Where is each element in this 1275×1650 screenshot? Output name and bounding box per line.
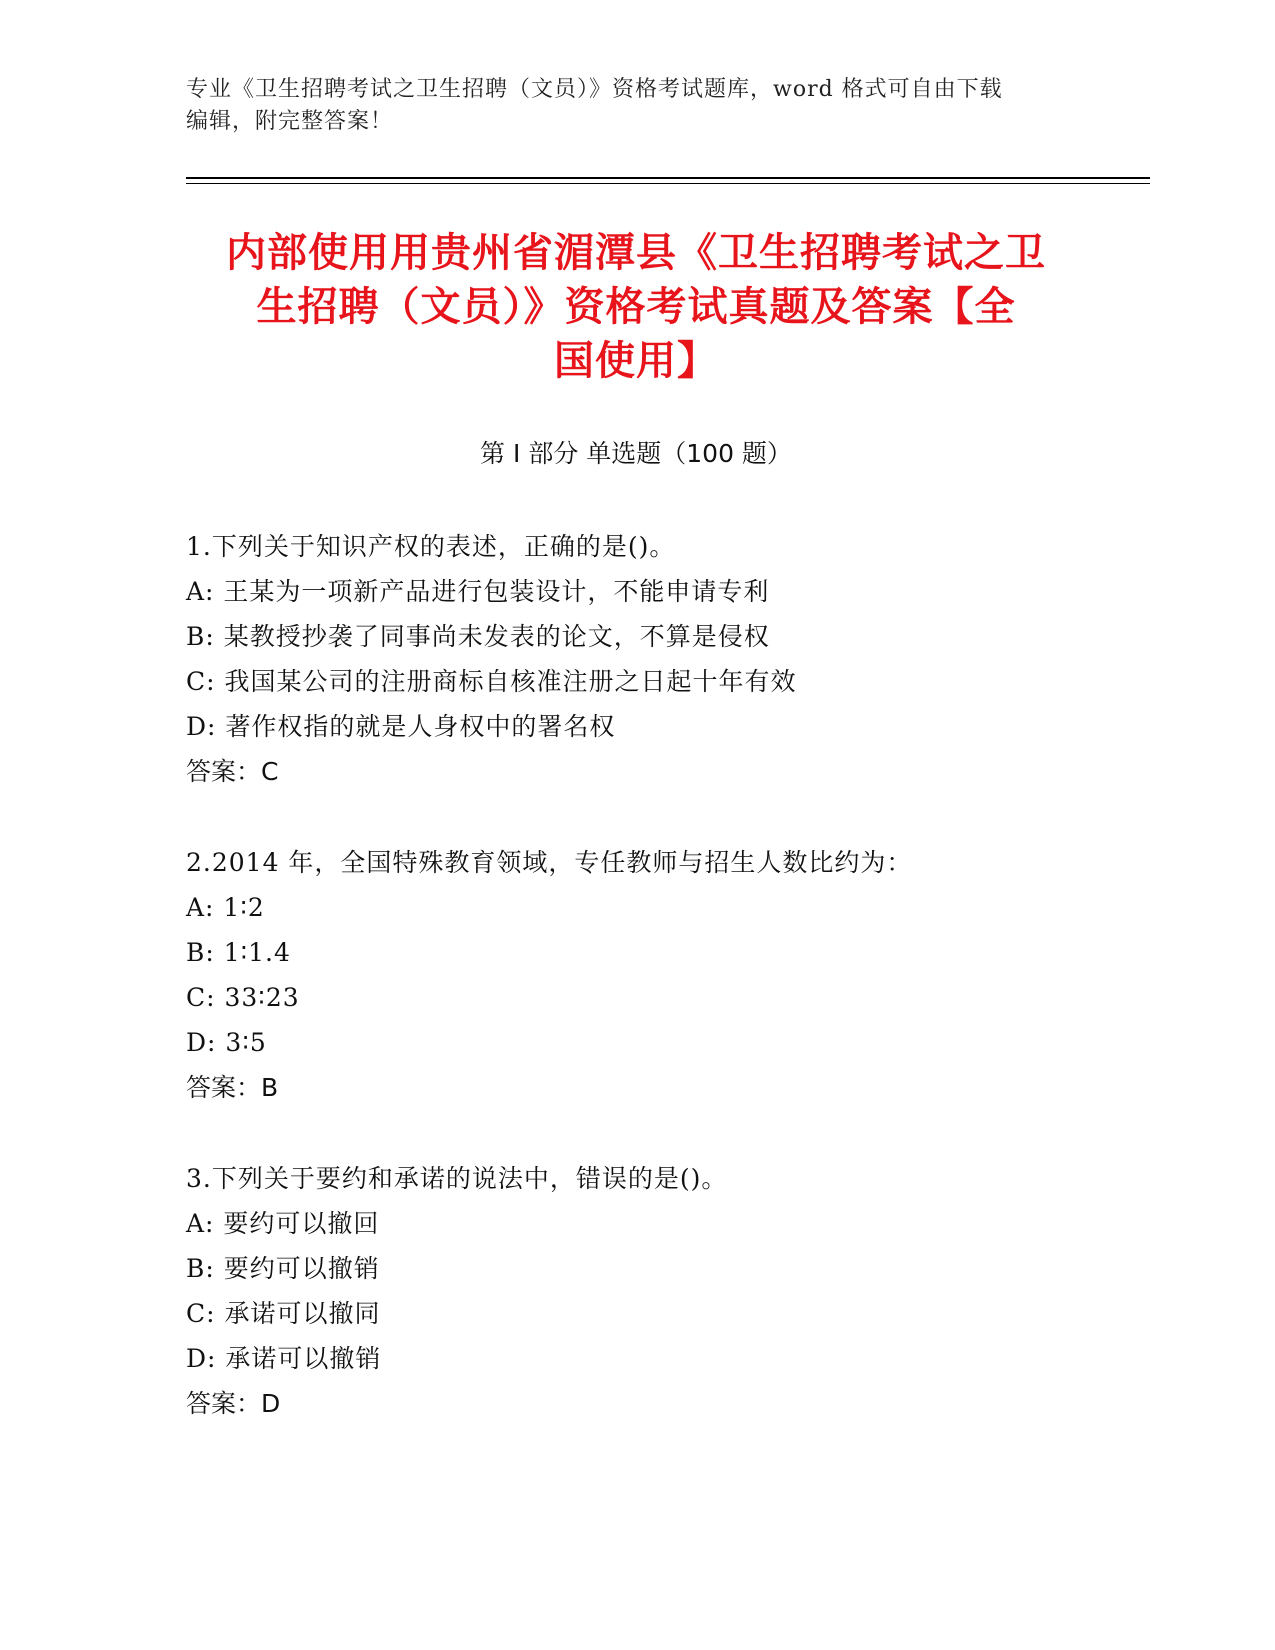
document-title-line-2: 生招聘（文员）》资格考试真题及答案【全 xyxy=(256,284,1016,330)
question-list xyxy=(186,524,1136,1472)
question-stem: 3.下列关于要约和承诺的说法中，错误的是()。 xyxy=(186,1164,728,1193)
option-d: D: 3∶5 xyxy=(186,1028,267,1057)
option-b: B: 1∶1.4 xyxy=(186,938,291,967)
document-title-line-1: 内部使用用贵州省湄潭县《卫生招聘考试之卫 xyxy=(226,230,1046,276)
option-d: D: 著作权指的就是人身权中的署名权 xyxy=(186,712,616,741)
header-note-line-1: 专业《卫生招聘考试之卫生招聘（文员）》资格考试题库，word 格式可自由下载 xyxy=(186,77,1003,102)
header-divider-thick xyxy=(186,177,1150,179)
option-d: D: 承诺可以撤销 xyxy=(186,1344,382,1373)
question-2 xyxy=(186,840,1136,1110)
answer: 答案：C xyxy=(186,757,279,786)
option-a: A: 王某为一项新产品进行包装设计，不能申请专利 xyxy=(186,577,770,606)
option-a: A: 要约可以撤回 xyxy=(186,1209,380,1238)
section-title: 第 I 部分 单选题（100 题） xyxy=(480,439,792,468)
answer: 答案：D xyxy=(186,1389,281,1418)
question-stem: 2.2014 年，全国特殊教育领域，专任教师与招生人数比约为： xyxy=(186,848,913,877)
option-c: C: 我国某公司的注册商标自核准注册之日起十年有效 xyxy=(186,667,797,696)
answer: 答案：B xyxy=(186,1073,279,1102)
header-divider-thin xyxy=(186,183,1150,184)
option-c: C: 承诺可以撤同 xyxy=(186,1299,381,1328)
document-title-line-3: 国使用】 xyxy=(554,338,718,384)
option-b: B: 要约可以撤销 xyxy=(186,1254,380,1283)
option-a: A: 1∶2 xyxy=(186,893,265,922)
header-note xyxy=(186,74,1066,138)
header-note-line-2: 编辑，附完整答案！ xyxy=(186,109,394,134)
document-title xyxy=(186,226,1086,388)
question-3 xyxy=(186,1156,1136,1426)
option-c: C: 33∶23 xyxy=(186,983,300,1012)
question-1 xyxy=(186,524,1136,794)
question-stem: 1.下列关于知识产权的表述，正确的是()。 xyxy=(186,532,676,561)
option-b: B: 某教授抄袭了同事尚未发表的论文，不算是侵权 xyxy=(186,622,770,651)
